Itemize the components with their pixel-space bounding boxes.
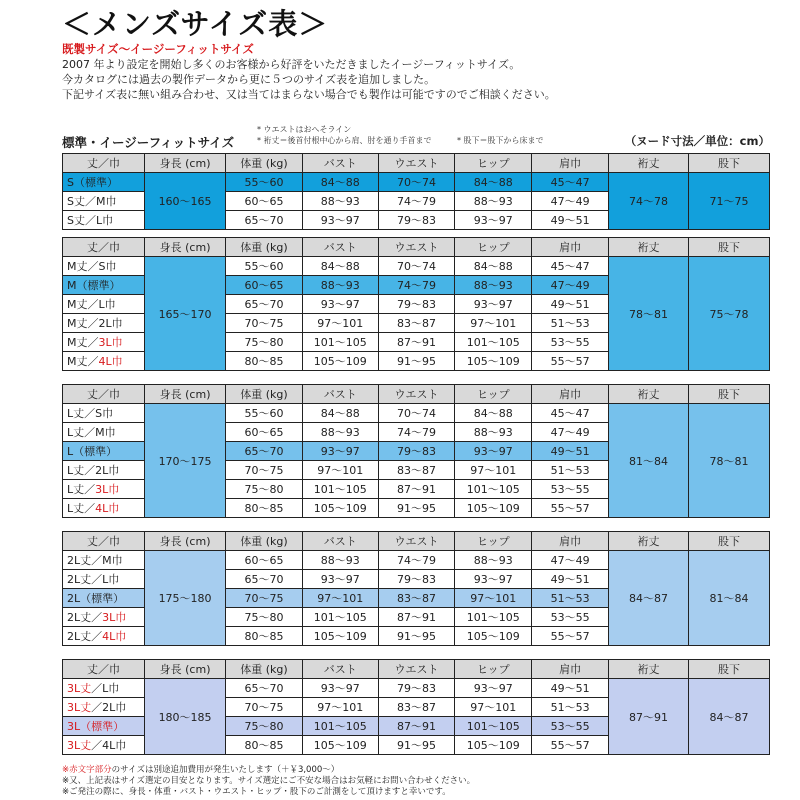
column-header: 裄丈 [609, 238, 689, 257]
column-header: 肩巾 [532, 385, 609, 404]
shoulder-cell: 55〜57 [532, 627, 609, 646]
bust-cell: 88〜93 [302, 551, 378, 570]
intro-subtitle: 既製サイズ〜イージーフィットサイズ [62, 42, 254, 56]
size-label: ／4L巾 [91, 739, 127, 752]
size-label: 3L巾 [102, 611, 127, 624]
weight-cell: 60〜65 [226, 423, 303, 442]
table-header-row [63, 660, 770, 679]
sleeve-cell: 84〜87 [609, 551, 689, 646]
bust-cell: 97〜101 [302, 698, 378, 717]
table-header-row [63, 154, 770, 173]
waist-cell: 70〜74 [378, 257, 455, 276]
size-label: 3L巾 [98, 336, 123, 349]
bust-cell: 84〜88 [302, 173, 378, 192]
shoulder-cell: 53〜55 [532, 717, 609, 736]
waist-cell: 70〜74 [378, 173, 455, 192]
hip-cell: 101〜105 [455, 333, 532, 352]
height-cell: 170〜175 [145, 404, 226, 518]
bust-cell: 105〜109 [302, 499, 378, 518]
column-header: 体重 (kg) [226, 154, 303, 173]
hip-cell: 97〜101 [455, 698, 532, 717]
size-label: 2L丈／ [67, 630, 103, 643]
hip-cell: 93〜97 [455, 211, 532, 230]
column-header: 身長 (cm) [145, 154, 226, 173]
weight-cell: 80〜85 [226, 352, 303, 371]
footnote-red-part: ※赤文字部分 [62, 765, 112, 775]
hip-cell: 88〜93 [455, 276, 532, 295]
waist-cell: 91〜95 [378, 736, 455, 755]
hip-cell: 105〜109 [455, 736, 532, 755]
column-header: 股下 [688, 154, 769, 173]
hip-cell: 97〜101 [455, 314, 532, 333]
column-header: 裄丈 [609, 385, 689, 404]
shoulder-cell: 49〜51 [532, 679, 609, 698]
bust-cell: 88〜93 [302, 276, 378, 295]
table-row [63, 679, 770, 698]
weight-cell: 65〜70 [226, 442, 303, 461]
weight-cell: 80〜85 [226, 499, 303, 518]
shoulder-cell: 53〜55 [532, 480, 609, 499]
size-label: 3L丈 [67, 739, 92, 752]
bust-cell: 93〜97 [302, 295, 378, 314]
column-header: 体重 (kg) [226, 660, 303, 679]
size-label: S（標準） [67, 176, 118, 189]
size-label: 4L巾 [98, 355, 123, 368]
bust-cell: 101〜105 [302, 480, 378, 499]
size-label-cell [63, 698, 145, 717]
column-header: バスト [302, 238, 378, 257]
unit-label: （ヌード寸法／単位：cm） [624, 134, 770, 148]
size-label-cell [63, 551, 145, 570]
column-header: ヒップ [455, 660, 532, 679]
shoulder-cell: 47〜49 [532, 192, 609, 211]
waist-cell: 83〜87 [378, 314, 455, 333]
size-label-cell [63, 192, 145, 211]
size-label: L（標準） [67, 445, 118, 458]
column-header: 裄丈 [609, 660, 689, 679]
weight-cell: 80〜85 [226, 736, 303, 755]
size-label-cell [63, 608, 145, 627]
size-label: M（標準） [67, 279, 121, 292]
table-header-bar [62, 123, 770, 151]
hip-cell: 105〜109 [455, 352, 532, 371]
size-label-cell [63, 499, 145, 518]
waist-cell: 79〜83 [378, 570, 455, 589]
sleeve-cell: 81〜84 [609, 404, 689, 518]
size-label: L丈／S巾 [67, 407, 114, 420]
bust-cell: 88〜93 [302, 192, 378, 211]
hip-cell: 97〜101 [455, 589, 532, 608]
size-label: S丈／L巾 [67, 214, 114, 227]
bust-cell: 105〜109 [302, 627, 378, 646]
bust-cell: 93〜97 [302, 570, 378, 589]
weight-cell: 65〜70 [226, 679, 303, 698]
waist-cell: 83〜87 [378, 461, 455, 480]
column-header: 身長 (cm) [145, 238, 226, 257]
waist-cell: 83〜87 [378, 589, 455, 608]
size-label: 3L巾 [95, 483, 120, 496]
column-header: 股下 [688, 660, 769, 679]
weight-cell: 70〜75 [226, 461, 303, 480]
column-header: 体重 (kg) [226, 532, 303, 551]
hip-cell: 105〜109 [455, 627, 532, 646]
bust-cell: 93〜97 [302, 211, 378, 230]
waist-cell: 91〜95 [378, 499, 455, 518]
hip-cell: 93〜97 [455, 442, 532, 461]
size-label-cell [63, 173, 145, 192]
waist-cell: 74〜79 [378, 423, 455, 442]
hip-cell: 93〜97 [455, 295, 532, 314]
waist-cell: 87〜91 [378, 717, 455, 736]
waist-cell: 91〜95 [378, 352, 455, 371]
size-label: 4L巾 [95, 502, 120, 515]
size-label-cell [63, 442, 145, 461]
hip-cell: 93〜97 [455, 679, 532, 698]
size-label: M丈／ [67, 355, 99, 368]
hip-cell: 101〜105 [455, 480, 532, 499]
shoulder-cell: 51〜53 [532, 314, 609, 333]
inseam-cell: 84〜87 [688, 679, 769, 755]
column-header: 股下 [688, 532, 769, 551]
column-header: ヒップ [455, 238, 532, 257]
table-header-row [63, 238, 770, 257]
size-label-cell [63, 679, 145, 698]
size-label-cell [63, 423, 145, 442]
weight-cell: 65〜70 [226, 295, 303, 314]
weight-cell: 60〜65 [226, 551, 303, 570]
waist-cell: 91〜95 [378, 627, 455, 646]
column-header: 丈／巾 [63, 385, 145, 404]
size-label-cell [63, 717, 145, 736]
shoulder-cell: 51〜53 [532, 461, 609, 480]
shoulder-cell: 49〜51 [532, 295, 609, 314]
bust-cell: 84〜88 [302, 404, 378, 423]
size-label: 2L丈／ [67, 611, 103, 624]
bust-cell: 105〜109 [302, 352, 378, 371]
note-sleeve: * 裄丈＝後首付根中心から肩、肘を通り手首まで [257, 136, 432, 145]
waist-cell: 87〜91 [378, 608, 455, 627]
shoulder-cell: 49〜51 [532, 570, 609, 589]
waist-cell: 74〜79 [378, 192, 455, 211]
size-table [62, 153, 770, 230]
column-header: 身長 (cm) [145, 532, 226, 551]
waist-cell: 79〜83 [378, 211, 455, 230]
table-row [63, 551, 770, 570]
height-cell: 160〜165 [145, 173, 226, 230]
note-waist: * ウエストはおへそライン [257, 125, 352, 134]
size-label: L丈／ [67, 502, 96, 515]
size-label-cell [63, 589, 145, 608]
hip-cell: 101〜105 [455, 717, 532, 736]
size-label-cell [63, 627, 145, 646]
hip-cell: 97〜101 [455, 461, 532, 480]
weight-cell: 65〜70 [226, 211, 303, 230]
size-label-cell [63, 480, 145, 499]
column-header: 丈／巾 [63, 532, 145, 551]
column-header: ウエスト [378, 238, 455, 257]
hip-cell: 84〜88 [455, 404, 532, 423]
sleeve-cell: 74〜78 [609, 173, 689, 230]
shoulder-cell: 49〜51 [532, 211, 609, 230]
shoulder-cell: 47〜49 [532, 423, 609, 442]
hip-cell: 84〜88 [455, 173, 532, 192]
intro-line: 下記サイズ表に無い組み合わせ、又は当てはまらない場合でも製作は可能ですのでご相談ください。 [62, 88, 556, 101]
waist-cell: 79〜83 [378, 442, 455, 461]
size-label-cell [63, 276, 145, 295]
bust-cell: 93〜97 [302, 679, 378, 698]
hip-cell: 105〜109 [455, 499, 532, 518]
column-header: 肩巾 [532, 532, 609, 551]
size-label: ／2L巾 [91, 701, 127, 714]
size-label-cell [63, 257, 145, 276]
size-label-cell [63, 211, 145, 230]
bust-cell: 88〜93 [302, 423, 378, 442]
weight-cell: 70〜75 [226, 314, 303, 333]
column-header: ウエスト [378, 154, 455, 173]
column-header: 体重 (kg) [226, 385, 303, 404]
column-header: 肩巾 [532, 660, 609, 679]
weight-cell: 60〜65 [226, 276, 303, 295]
size-label-cell [63, 461, 145, 480]
size-label-cell [63, 333, 145, 352]
height-cell: 180〜185 [145, 679, 226, 755]
waist-cell: 87〜91 [378, 480, 455, 499]
weight-cell: 70〜75 [226, 698, 303, 717]
bust-cell: 97〜101 [302, 461, 378, 480]
size-label: L丈／ [67, 483, 96, 496]
column-header: ヒップ [455, 532, 532, 551]
shoulder-cell: 55〜57 [532, 736, 609, 755]
shoulder-cell: 47〜49 [532, 276, 609, 295]
footnote-2: ※又、上記表はサイズ選定の目安となります。サイズ選定にご不安な場合はお気軽にお問い合わせください。 [62, 776, 476, 786]
size-label-cell [63, 295, 145, 314]
table-header-row [63, 532, 770, 551]
hip-cell: 88〜93 [455, 551, 532, 570]
size-label: M丈／S巾 [67, 260, 117, 273]
note-inseam: * 股下＝股下から床まで [457, 136, 544, 145]
weight-cell: 75〜80 [226, 333, 303, 352]
size-label: M丈／ [67, 336, 99, 349]
column-header: 肩巾 [532, 238, 609, 257]
size-label: 3L（標準） [67, 720, 125, 733]
size-label: 2L丈／L巾 [67, 573, 120, 586]
table-row [63, 404, 770, 423]
column-header: 裄丈 [609, 532, 689, 551]
sleeve-cell: 78〜81 [609, 257, 689, 371]
waist-cell: 70〜74 [378, 404, 455, 423]
shoulder-cell: 51〜53 [532, 589, 609, 608]
inseam-cell: 81〜84 [688, 551, 769, 646]
size-label: L丈／M巾 [67, 426, 116, 439]
height-cell: 165〜170 [145, 257, 226, 371]
size-label: 4L巾 [102, 630, 127, 643]
bust-cell: 101〜105 [302, 717, 378, 736]
shoulder-cell: 55〜57 [532, 352, 609, 371]
shoulder-cell: 53〜55 [532, 608, 609, 627]
inseam-cell: 78〜81 [688, 404, 769, 518]
bust-cell: 84〜88 [302, 257, 378, 276]
page-title: ＜メンズサイズ表＞ [62, 7, 329, 41]
bust-cell: 101〜105 [302, 608, 378, 627]
footnote-1 [62, 765, 782, 776]
intro-section [62, 42, 782, 102]
waist-cell: 74〜79 [378, 551, 455, 570]
table-label: 標準・イージーフィットサイズ [62, 135, 235, 150]
footnotes [62, 765, 782, 798]
column-header: バスト [302, 154, 378, 173]
column-header: ウエスト [378, 385, 455, 404]
footnote-rest: のサイズは別途追加費用が発生いたします（＋￥3,000〜） [111, 765, 340, 775]
column-header: 裄丈 [609, 154, 689, 173]
column-header: ウエスト [378, 532, 455, 551]
size-label: 2L丈／M巾 [67, 554, 123, 567]
bust-cell: 105〜109 [302, 736, 378, 755]
hip-cell: 101〜105 [455, 608, 532, 627]
column-header: ヒップ [455, 385, 532, 404]
weight-cell: 55〜60 [226, 404, 303, 423]
weight-cell: 75〜80 [226, 608, 303, 627]
size-label-cell [63, 404, 145, 423]
weight-cell: 55〜60 [226, 173, 303, 192]
hip-cell: 88〜93 [455, 423, 532, 442]
size-label-cell [63, 352, 145, 371]
table-header-row [63, 385, 770, 404]
size-label: M丈／2L巾 [67, 317, 123, 330]
column-header: 体重 (kg) [226, 238, 303, 257]
shoulder-cell: 53〜55 [532, 333, 609, 352]
shoulder-cell: 51〜53 [532, 698, 609, 717]
size-label: 2L（標準） [67, 592, 125, 605]
table-row [63, 257, 770, 276]
column-header: 丈／巾 [63, 154, 145, 173]
weight-cell: 75〜80 [226, 480, 303, 499]
footnote-3: ※ご発注の際に、身長・体重・バスト・ウエスト・ヒップ・股下のご計測をして頂けますと幸いです。 [62, 787, 451, 797]
column-header: バスト [302, 385, 378, 404]
table-row [63, 173, 770, 192]
shoulder-cell: 45〜47 [532, 257, 609, 276]
column-header: 丈／巾 [63, 660, 145, 679]
column-header: 肩巾 [532, 154, 609, 173]
size-label: 3L丈 [67, 701, 92, 714]
weight-cell: 70〜75 [226, 589, 303, 608]
weight-cell: 65〜70 [226, 570, 303, 589]
size-label: L丈／2L巾 [67, 464, 120, 477]
waist-cell: 87〜91 [378, 333, 455, 352]
shoulder-cell: 45〜47 [532, 173, 609, 192]
column-header: ヒップ [455, 154, 532, 173]
size-table [62, 237, 770, 371]
hip-cell: 88〜93 [455, 192, 532, 211]
column-header: 股下 [688, 385, 769, 404]
column-header: バスト [302, 660, 378, 679]
column-header: 身長 (cm) [145, 660, 226, 679]
weight-cell: 80〜85 [226, 627, 303, 646]
bust-cell: 101〜105 [302, 333, 378, 352]
bust-cell: 97〜101 [302, 314, 378, 333]
sleeve-cell: 87〜91 [609, 679, 689, 755]
waist-cell: 74〜79 [378, 276, 455, 295]
size-label-cell [63, 314, 145, 333]
weight-cell: 60〜65 [226, 192, 303, 211]
inseam-cell: 75〜78 [688, 257, 769, 371]
waist-cell: 83〜87 [378, 698, 455, 717]
size-table [62, 531, 770, 646]
size-label-cell [63, 570, 145, 589]
column-header: ウエスト [378, 660, 455, 679]
size-label: ／L巾 [91, 682, 120, 695]
waist-cell: 79〜83 [378, 295, 455, 314]
column-header: バスト [302, 532, 378, 551]
weight-cell: 55〜60 [226, 257, 303, 276]
size-label: S丈／M巾 [67, 195, 117, 208]
height-cell: 175〜180 [145, 551, 226, 646]
size-label: 3L丈 [67, 682, 92, 695]
column-header: 丈／巾 [63, 238, 145, 257]
shoulder-cell: 45〜47 [532, 404, 609, 423]
bust-cell: 93〜97 [302, 442, 378, 461]
size-label: M丈／L巾 [67, 298, 116, 311]
column-header: 股下 [688, 238, 769, 257]
weight-cell: 75〜80 [226, 717, 303, 736]
size-label-cell [63, 736, 145, 755]
intro-line: 今カタログには過去の製作データから更に５つのサイズ表を追加しました。 [62, 73, 436, 86]
shoulder-cell: 49〜51 [532, 442, 609, 461]
shoulder-cell: 47〜49 [532, 551, 609, 570]
shoulder-cell: 55〜57 [532, 499, 609, 518]
hip-cell: 84〜88 [455, 257, 532, 276]
hip-cell: 93〜97 [455, 570, 532, 589]
column-header: 身長 (cm) [145, 385, 226, 404]
waist-cell: 79〜83 [378, 679, 455, 698]
bust-cell: 97〜101 [302, 589, 378, 608]
intro-line: 2007 年より設定を開始し多くのお客様から好評をいただきましたイージーフィットサイズ。 [62, 58, 521, 71]
size-table [62, 659, 770, 755]
size-table [62, 384, 770, 518]
inseam-cell: 71〜75 [688, 173, 769, 230]
